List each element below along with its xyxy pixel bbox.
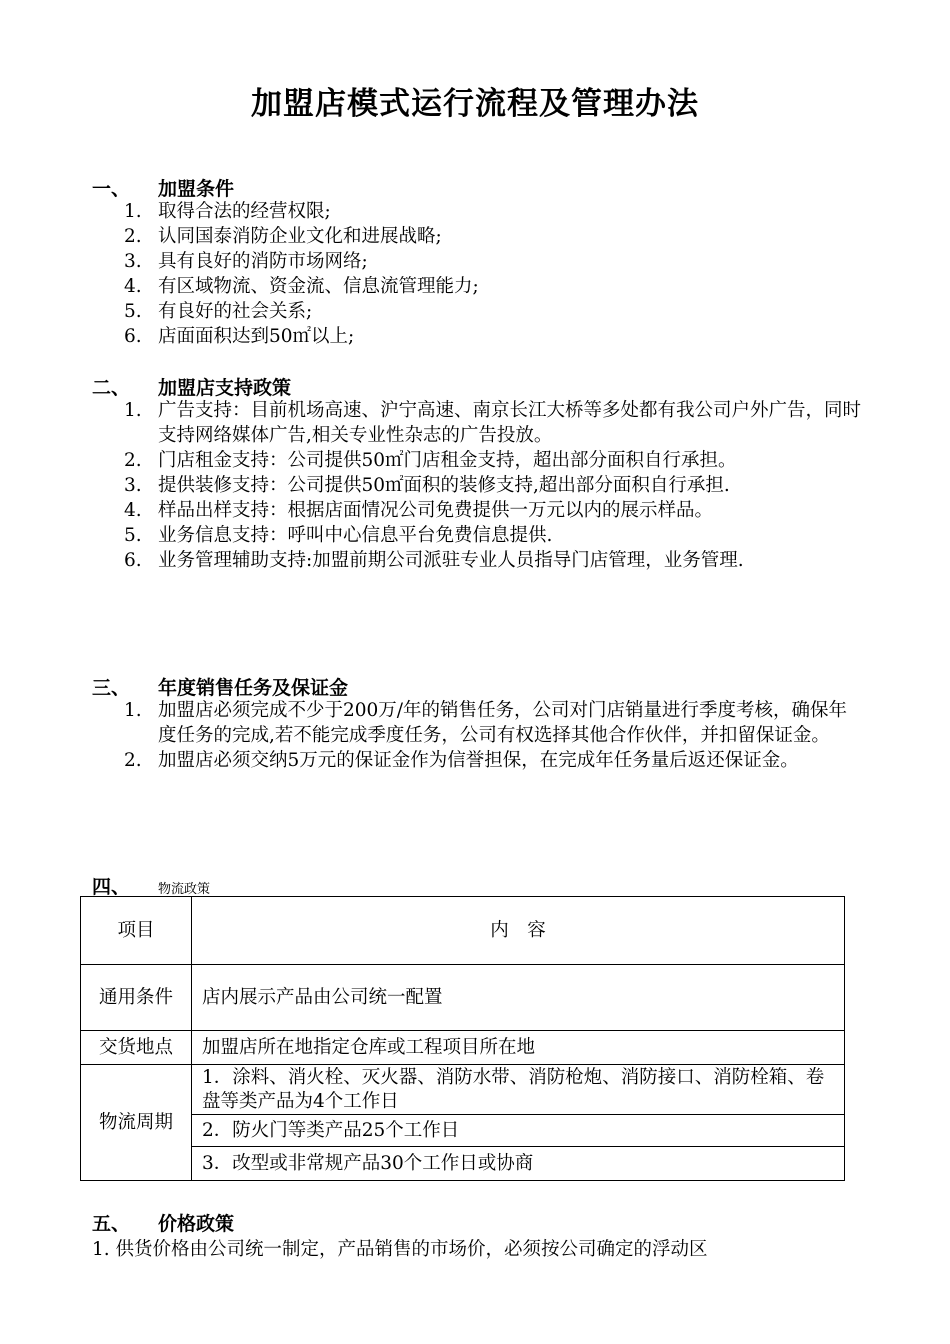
section-title: 物流政策 [158, 882, 211, 897]
row-label: 交货地点 [81, 1031, 192, 1065]
price-policy-text: 1. 供货价格由公司统一制定，产品销售的市场价，必须按公司确定的浮动区 [92, 1239, 708, 1260]
table-row [81, 965, 845, 1031]
table-row [81, 1115, 845, 1147]
row-label: 通用条件 [81, 965, 192, 1031]
section-heading-2 [92, 373, 291, 400]
logistics-table [80, 896, 845, 1181]
list-item: 5. 业务信息支持：呼叫中心信息平台免费信息提供. [124, 525, 553, 546]
row-label: 物流周期 [81, 1065, 192, 1181]
section-heading-1 [92, 174, 234, 201]
list-item: 6. 业务管理辅助支持:加盟前期公司派驻专业人员指导门店管理，业务管理. [124, 550, 744, 571]
section-heading-5 [92, 1209, 234, 1236]
conditions-list [120, 199, 865, 349]
table-header-row [81, 897, 845, 965]
header-content: 内 容 [192, 897, 845, 965]
section-heading-3 [92, 673, 348, 700]
list-item: 6. 店面面积达到50㎡以上; [124, 326, 355, 347]
list-item: 3. 提供装修支持：公司提供50㎡面积的装修支持,超出部分面积自行承担. [124, 475, 730, 496]
table-row [81, 1031, 845, 1065]
row-content: 1．涂料、消火栓、灭火器、消防水带、消防枪炮、消防接口、消防栓箱、卷盘等类产品为4个工作日 [192, 1065, 845, 1115]
list-item: 2. 认同国泰消防企业文化和进展战略; [124, 226, 442, 247]
section-number: 三、 [92, 677, 131, 699]
sales-task-list [120, 698, 865, 773]
list-item: 3. 具有良好的消防市场网络; [124, 251, 368, 272]
row-content: 加盟店所在地指定仓库或工程项目所在地 [192, 1031, 845, 1065]
section-title: 年度销售任务及保证金 [158, 677, 349, 699]
section-title: 加盟条件 [158, 178, 235, 200]
section-number: 五、 [92, 1213, 131, 1235]
row-content: 3．改型或非常规产品30个工作日或协商 [192, 1147, 845, 1181]
table-row [81, 1147, 845, 1181]
list-item: 4. 样品出样支持：根据店面情况公司免费提供一万元以内的展示样品。 [124, 500, 714, 521]
list-item: 2. 加盟店必须交纳5万元的保证金作为信誉担保，在完成年任务量后返还保证金。 [124, 750, 799, 771]
section-number: 一、 [92, 178, 131, 200]
list-item: 5. 有良好的社会关系; [124, 301, 313, 322]
section-heading-4 [92, 872, 210, 899]
table-row [81, 1065, 845, 1115]
list-item: 1. 取得合法的经营权限; [124, 201, 331, 222]
section-number: 四、 [92, 876, 131, 898]
list-item: 4. 有区域物流、资金流、信息流管理能力; [124, 276, 479, 297]
list-item: 2. 门店租金支持：公司提供50㎡门店租金支持，超出部分面积自行承担。 [124, 450, 737, 471]
list-item: 1. 广告支持：目前机场高速、沪宁高速、南京长江大桥等多处都有我公司户外广告，同时支持网络媒体广告,相关专业性杂志的广告投放。 [124, 400, 862, 446]
section-number: 二、 [92, 377, 131, 399]
header-item: 项目 [81, 897, 192, 965]
section-title: 价格政策 [158, 1213, 235, 1235]
row-content: 2．防火门等类产品25个工作日 [192, 1115, 845, 1147]
row-content: 店内展示产品由公司统一配置 [192, 965, 845, 1031]
list-item: 1. 加盟店必须完成不少于200万/年的销售任务，公司对门店销量进行季度考核，确保年度任务的完成,若不能完成季度任务，公司有权选择其他合作伙伴，并扣留保证金。 [124, 700, 848, 746]
section-title: 加盟店支持政策 [158, 377, 292, 399]
support-policy-list [120, 398, 865, 573]
document-title: 加盟店模式运行流程及管理办法 [251, 86, 699, 122]
